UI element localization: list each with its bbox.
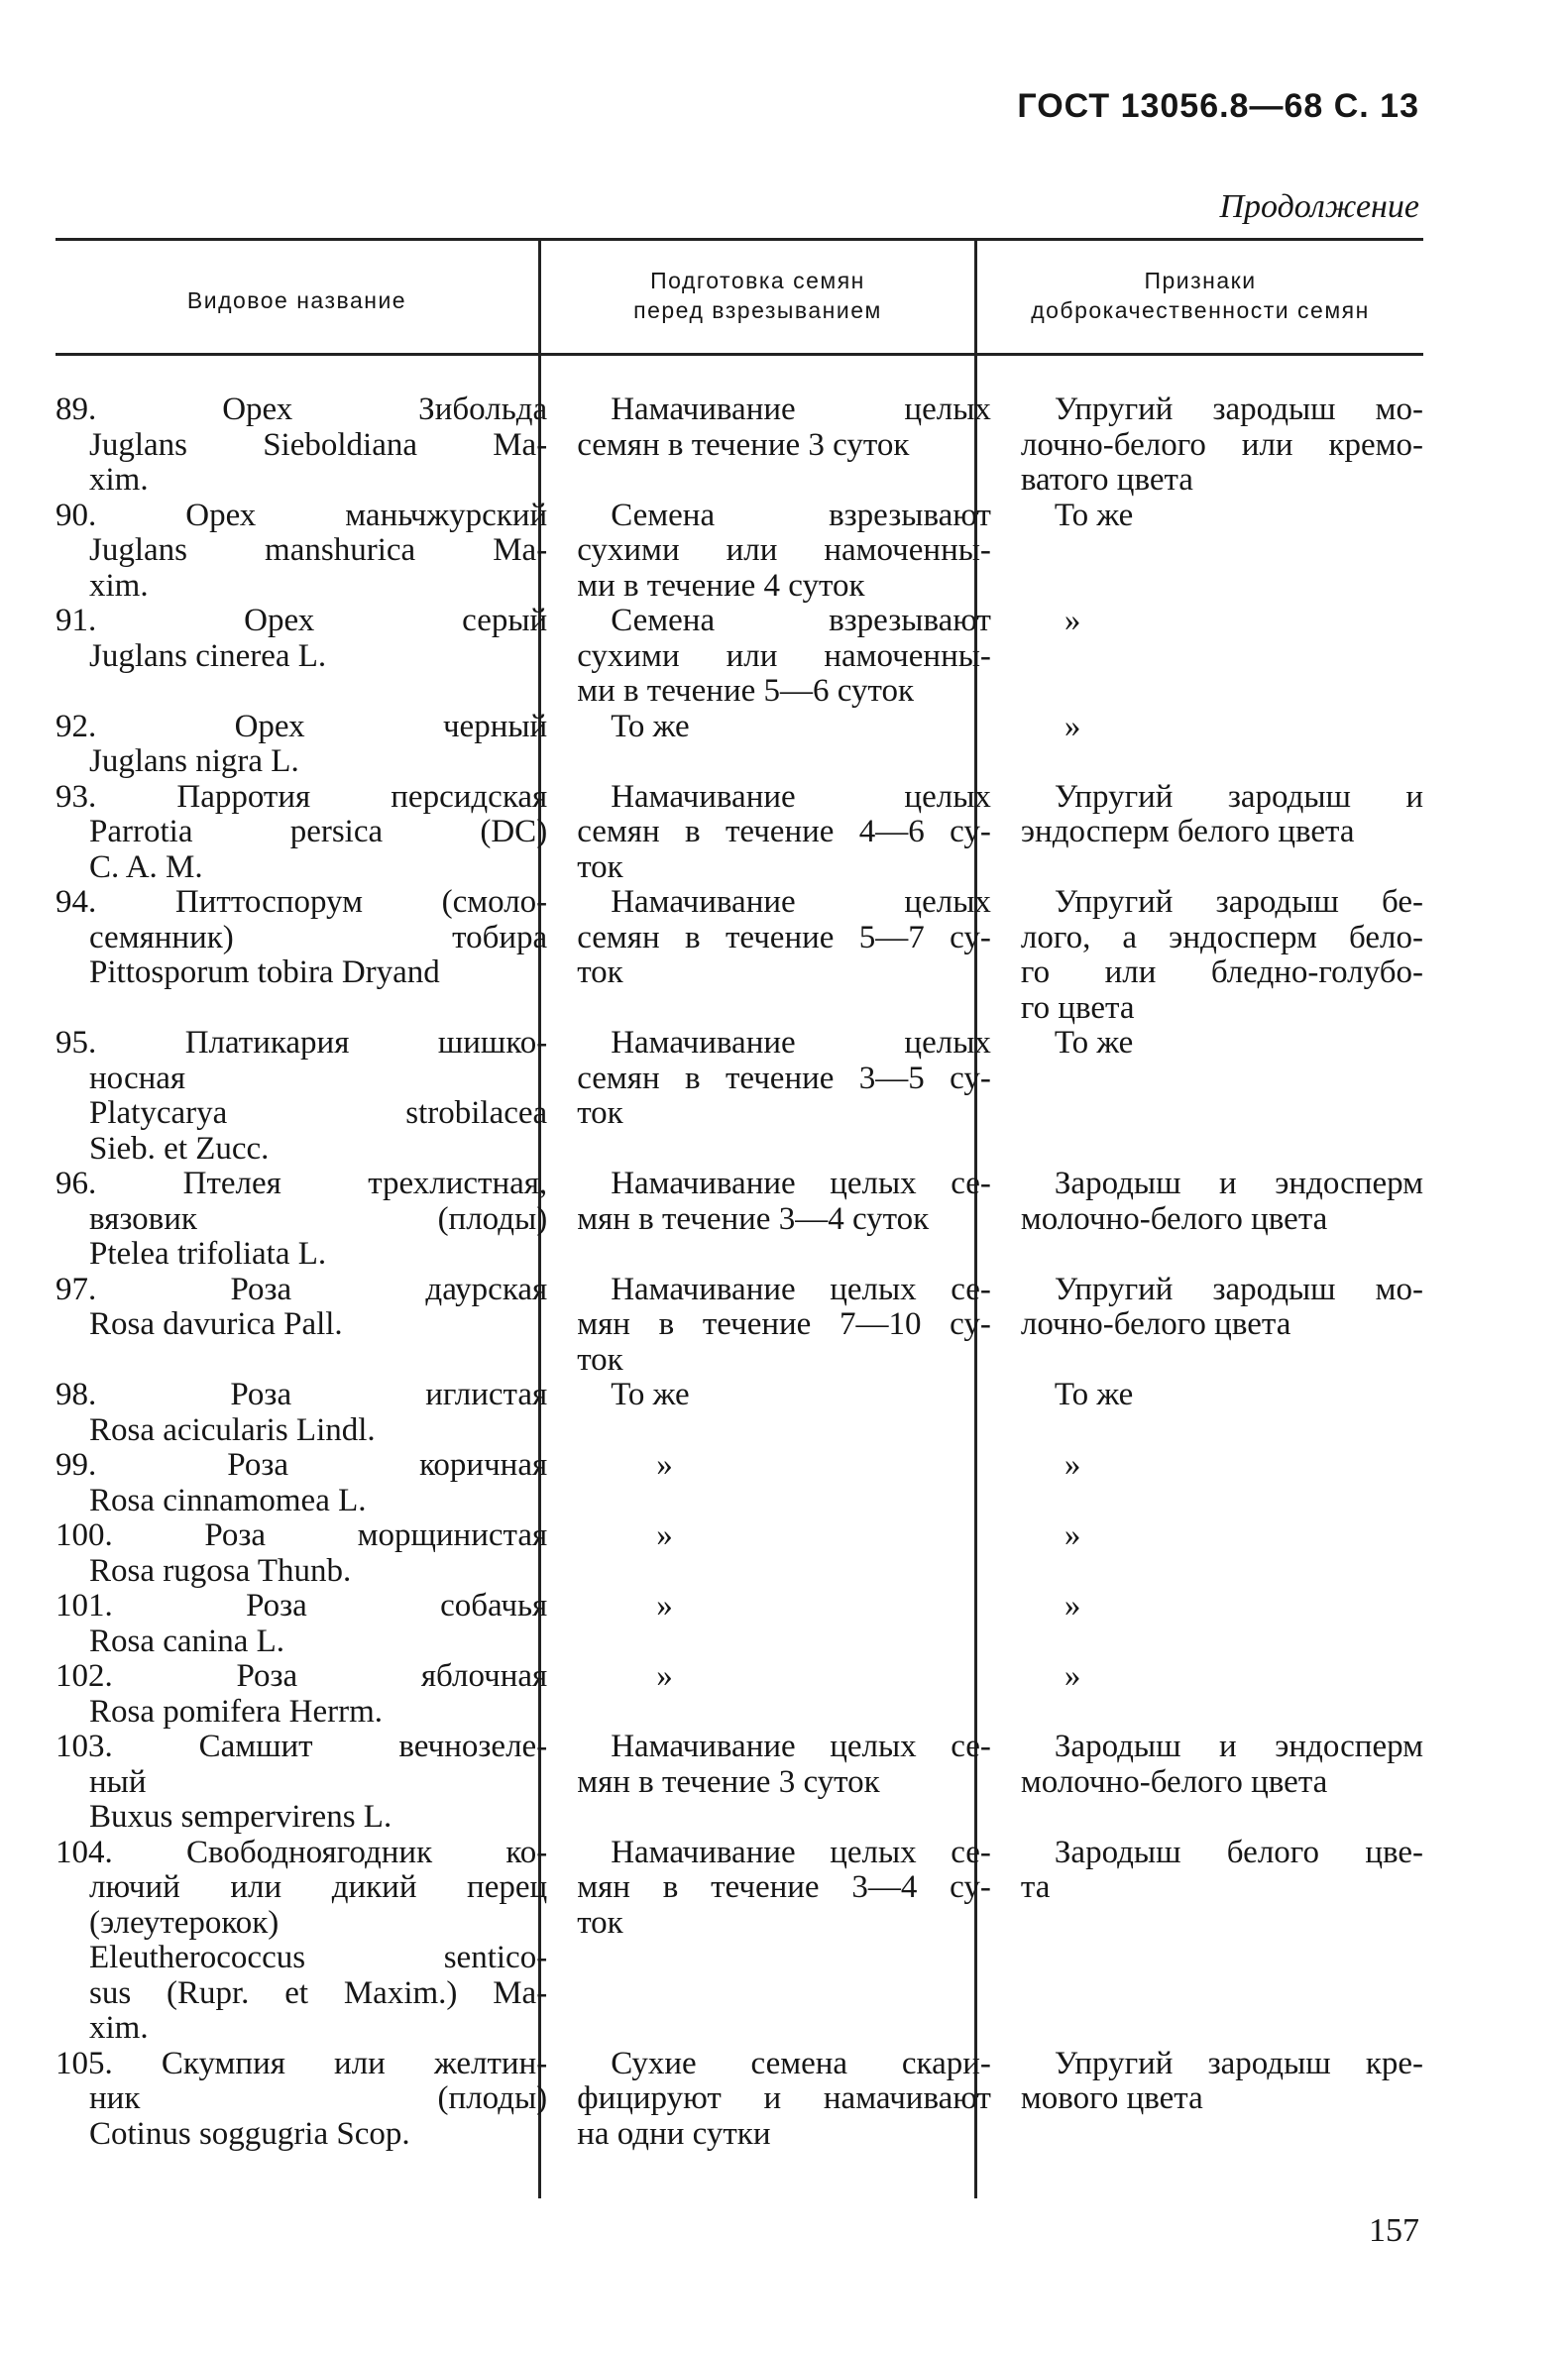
- name-line: (элеутерокок): [89, 1904, 280, 1941]
- name-line: Parrotia persica (DC): [89, 814, 548, 849]
- name-line: Juglans cinerea L.: [89, 637, 327, 674]
- species-name-cell: [56, 2045, 557, 2153]
- sign-line: Зародыш и эндосперм: [1054, 1166, 1423, 1201]
- name-line: 101. Роза собачья: [56, 1588, 548, 1624]
- prep-line: То же: [611, 1377, 690, 1412]
- table-body: [56, 392, 1423, 2152]
- name-line: 102. Роза яблочная: [56, 1658, 548, 1694]
- table-row: [56, 885, 1423, 1026]
- table-row: [56, 710, 1423, 780]
- column-header-line: доброкачественности семян: [1031, 297, 1370, 323]
- name-line: Juglans nigra L.: [89, 743, 299, 779]
- name-line: Rosa davurica Pall.: [89, 1306, 343, 1342]
- sign-line: лого, а эндосперм бело-: [1020, 919, 1423, 955]
- name-line: Platycarya strobilacea: [89, 1095, 548, 1131]
- page-number: 157: [1369, 2212, 1419, 2249]
- table-row: [56, 1730, 1423, 1836]
- preparation-cell: [565, 1273, 997, 1379]
- sign-line: »: [1064, 708, 1081, 744]
- prep-line: семян в течение 5—7 су-: [577, 919, 991, 955]
- prep-line: Сухие семена скари-: [611, 2045, 991, 2081]
- name-line: 100. Роза морщинистая: [56, 1517, 548, 1553]
- prep-line: ми в течение 5—6 суток: [577, 673, 915, 709]
- sign-line: лочно-белого цвета: [1020, 1306, 1291, 1342]
- prep-line: фицируют и намачивают: [577, 2080, 991, 2116]
- table-header-rule: [56, 353, 1423, 356]
- prep-line: Намачивание целых: [611, 392, 991, 427]
- name-line: 99. Роза коричная: [56, 1447, 548, 1483]
- quality-signs-cell: [1005, 1730, 1423, 1836]
- sign-line: Зародыш белого цве-: [1054, 1834, 1423, 1870]
- prep-line: ток: [577, 1904, 623, 1941]
- species-name-cell: [56, 1729, 557, 1836]
- name-line: 89. Орех Зибольда: [56, 392, 548, 427]
- name-line: ный: [89, 1763, 147, 1800]
- table-row: [56, 780, 1423, 886]
- name-line: Rosa rugosa Thunb.: [89, 1552, 352, 1589]
- species-name-cell: [56, 497, 557, 605]
- prep-line: »: [656, 1447, 673, 1483]
- species-name-cell: [56, 603, 557, 710]
- prep-line: мян в течение 7—10 су-: [577, 1306, 991, 1342]
- name-line: 90. Орех маньчжурский: [56, 497, 548, 533]
- species-name-cell: [56, 392, 557, 499]
- name-line: Eleutherococcus sentico-: [89, 1940, 548, 1975]
- name-line: 95. Платикария шишко-: [56, 1025, 548, 1061]
- table-row: [56, 1448, 1423, 1518]
- name-line: 98. Роза иглистая: [56, 1377, 548, 1412]
- sign-line: Упругий зародыш мо-: [1054, 1271, 1423, 1307]
- sign-line: та: [1020, 1869, 1051, 1905]
- sign-line: мового цвета: [1020, 2080, 1203, 2116]
- sign-line: го или бледно-голубо-: [1020, 954, 1423, 990]
- sign-line: лочно-белого или кремо-: [1020, 426, 1423, 463]
- preparation-cell: [565, 1836, 997, 2047]
- continuation-label: Продолжение: [1219, 188, 1419, 225]
- quality-signs-cell: [1005, 392, 1423, 499]
- prep-line: »: [656, 1588, 673, 1624]
- sign-line: То же: [1054, 1377, 1134, 1412]
- quality-signs-cell: [1005, 1836, 1423, 2047]
- prep-line: на одни сутки: [577, 2115, 771, 2152]
- preparation-cell: [565, 604, 997, 710]
- quality-signs-cell: [1005, 1448, 1423, 1518]
- name-line: xim.: [89, 462, 149, 498]
- prep-line: семян в течение 4—6 су-: [577, 814, 991, 849]
- page-header: ГОСТ 13056.8—68 С. 13: [1017, 87, 1419, 125]
- prep-line: ток: [577, 1095, 623, 1131]
- name-line: Rosa cinnamomea L.: [89, 1482, 367, 1518]
- sign-line: Упругий зародыш бе-: [1054, 884, 1423, 920]
- prep-line: Семена взрезывают: [611, 497, 991, 533]
- quality-signs-cell: [1005, 1273, 1423, 1379]
- name-line: 94. Питтоспорум (смоло-: [56, 884, 548, 920]
- name-line: 92. Орех черный: [56, 708, 548, 744]
- sign-line: го цвета: [1020, 989, 1135, 1026]
- table-row: [56, 499, 1423, 605]
- name-line: Sieb. et Zucc.: [89, 1130, 270, 1167]
- column-header-line: Признаки: [1144, 268, 1257, 293]
- name-line: Rosa acicularis Lindl.: [89, 1411, 376, 1448]
- column-header-line: Видовое название: [186, 287, 407, 313]
- prep-line: Намачивание целых: [611, 884, 991, 920]
- name-line: 91. Орех серый: [56, 603, 548, 638]
- sign-line: Упругий зародыш кре-: [1054, 2045, 1423, 2081]
- quality-signs-cell: [1005, 1518, 1423, 1589]
- sign-line: То же: [1054, 497, 1134, 533]
- quality-signs-cell: [1005, 1589, 1423, 1659]
- quality-signs-cell: [1005, 499, 1423, 605]
- species-name-cell: [56, 778, 557, 886]
- table-row: [56, 392, 1423, 499]
- quality-signs-cell: [1005, 604, 1423, 710]
- name-line: C. A. M.: [89, 848, 203, 885]
- name-line: носная: [89, 1060, 186, 1096]
- table-top-rule: [56, 238, 1423, 241]
- preparation-cell: [565, 499, 997, 605]
- name-line: xim.: [89, 2010, 149, 2046]
- sign-line: Упругий зародыш и: [1054, 778, 1423, 815]
- preparation-cell: [565, 1378, 997, 1448]
- table-row: [56, 604, 1423, 710]
- species-name-cell: [56, 1166, 557, 1273]
- name-line: Pittosporum tobira Dryand: [89, 954, 440, 990]
- sign-line: Зародыш и эндосперм: [1054, 1729, 1423, 1764]
- species-name-cell: [56, 1271, 557, 1379]
- preparation-cell: [565, 1730, 997, 1836]
- sign-line: То же: [1054, 1025, 1134, 1061]
- quality-signs-cell: [1005, 1659, 1423, 1730]
- species-name-cell: [56, 1834, 557, 2047]
- prep-line: »: [656, 1517, 673, 1553]
- sign-line: эндосперм белого цвета: [1020, 814, 1355, 849]
- quality-signs-cell: [1005, 780, 1423, 886]
- prep-line: Намачивание целых се-: [611, 1166, 991, 1201]
- species-name-cell: [56, 1658, 557, 1730]
- preparation-cell: [565, 1026, 997, 1167]
- species-name-cell: [56, 1447, 557, 1518]
- table-row: [56, 2047, 1423, 2153]
- name-line: Juglans Sieboldiana Ma-: [89, 426, 548, 463]
- sign-line: »: [1064, 1588, 1081, 1624]
- name-line: Rosa pomifera Herrm.: [89, 1693, 383, 1730]
- preparation-cell: [565, 1659, 997, 1730]
- quality-signs-cell: [1005, 710, 1423, 780]
- table-row: [56, 1836, 1423, 2047]
- column-header-line: Подготовка семян: [650, 268, 865, 293]
- preparation-cell: [565, 1589, 997, 1659]
- sign-line: ватого цвета: [1020, 462, 1193, 498]
- prep-line: мян в течение 3—4 су-: [577, 1869, 991, 1905]
- species-name-cell: [56, 884, 557, 1026]
- prep-line: Намачивание целых: [611, 1025, 991, 1061]
- preparation-cell: [565, 780, 997, 886]
- sign-line: »: [1064, 1658, 1081, 1694]
- sign-line: »: [1064, 603, 1081, 638]
- prep-line: ток: [577, 848, 623, 885]
- preparation-cell: [565, 1448, 997, 1518]
- name-line: 96. Птелея трехлистная,: [56, 1166, 548, 1201]
- prep-line: »: [656, 1658, 673, 1694]
- prep-line: Намачивание целых се-: [611, 1271, 991, 1307]
- quality-signs-cell: [1005, 2047, 1423, 2153]
- name-line: xim.: [89, 567, 149, 604]
- sign-line: молочно-белого цвета: [1020, 1763, 1328, 1800]
- prep-line: сухими или намоченны-: [577, 637, 991, 674]
- quality-signs-cell: [1005, 1167, 1423, 1273]
- name-line: 104. Свободноягодник ко-: [56, 1834, 548, 1870]
- table-row: [56, 1378, 1423, 1448]
- prep-line: ми в течение 4 суток: [577, 567, 865, 604]
- name-line: Cotinus soggugria Scop.: [89, 2115, 410, 2152]
- preparation-cell: [565, 710, 997, 780]
- column-header-species: [56, 285, 538, 315]
- column-header-preparation: [541, 266, 974, 325]
- column-header-quality: [977, 266, 1423, 325]
- prep-line: Намачивание целых се-: [611, 1834, 991, 1870]
- preparation-cell: [565, 2047, 997, 2153]
- species-name-cell: [56, 1025, 557, 1167]
- preparation-cell: [565, 1167, 997, 1273]
- column-header-line: перед взрезыванием: [633, 297, 882, 323]
- name-line: Juglans manshurica Ma-: [89, 532, 548, 568]
- sign-line: »: [1064, 1447, 1081, 1483]
- name-line: 105. Скумпия или желтин-: [56, 2045, 548, 2081]
- table-row: [56, 1518, 1423, 1589]
- preparation-cell: [565, 885, 997, 1026]
- prep-line: семян в течение 3 суток: [577, 426, 910, 463]
- prep-line: ток: [577, 1341, 623, 1378]
- species-name-cell: [56, 1588, 557, 1659]
- prep-line: сухими или намоченны-: [577, 532, 991, 568]
- sign-line: »: [1064, 1517, 1081, 1553]
- name-line: вязовик (плоды): [89, 1200, 548, 1237]
- prep-line: ток: [577, 954, 623, 990]
- table-row: [56, 1167, 1423, 1273]
- table-row: [56, 1026, 1423, 1167]
- table-row: [56, 1589, 1423, 1659]
- quality-signs-cell: [1005, 1026, 1423, 1167]
- species-name-cell: [56, 708, 557, 780]
- preparation-cell: [565, 392, 997, 499]
- name-line: ник (плоды): [89, 2080, 548, 2116]
- name-line: Buxus sempervirens L.: [89, 1799, 392, 1835]
- quality-signs-cell: [1005, 885, 1423, 1026]
- table-row: [56, 1659, 1423, 1730]
- table-row: [56, 1273, 1423, 1379]
- prep-line: мян в течение 3—4 суток: [577, 1200, 930, 1237]
- preparation-cell: [565, 1518, 997, 1589]
- name-line: sus (Rupr. et Maxim.) Ma-: [89, 1974, 548, 2011]
- name-line: Ptelea trifoliata L.: [89, 1236, 327, 1272]
- prep-line: мян в течение 3 суток: [577, 1763, 880, 1800]
- prep-line: Намачивание целых се-: [611, 1729, 991, 1764]
- species-name-cell: [56, 1517, 557, 1589]
- name-line: лючий или дикий перец: [89, 1869, 548, 1905]
- name-line: семянник) тобира: [89, 919, 548, 955]
- prep-line: семян в течение 3—5 су-: [577, 1060, 991, 1096]
- sign-line: Упругий зародыш мо-: [1054, 392, 1423, 427]
- prep-line: Намачивание целых: [611, 778, 991, 815]
- prep-line: Семена взрезывают: [611, 603, 991, 638]
- sign-line: молочно-белого цвета: [1020, 1200, 1328, 1237]
- species-name-cell: [56, 1377, 557, 1448]
- name-line: 103. Самшит вечнозеле-: [56, 1729, 548, 1764]
- name-line: Rosa canina L.: [89, 1623, 285, 1659]
- name-line: 97. Роза даурская: [56, 1271, 548, 1307]
- prep-line: То же: [611, 708, 690, 744]
- quality-signs-cell: [1005, 1378, 1423, 1448]
- name-line: 93. Парротия персидская: [56, 778, 548, 815]
